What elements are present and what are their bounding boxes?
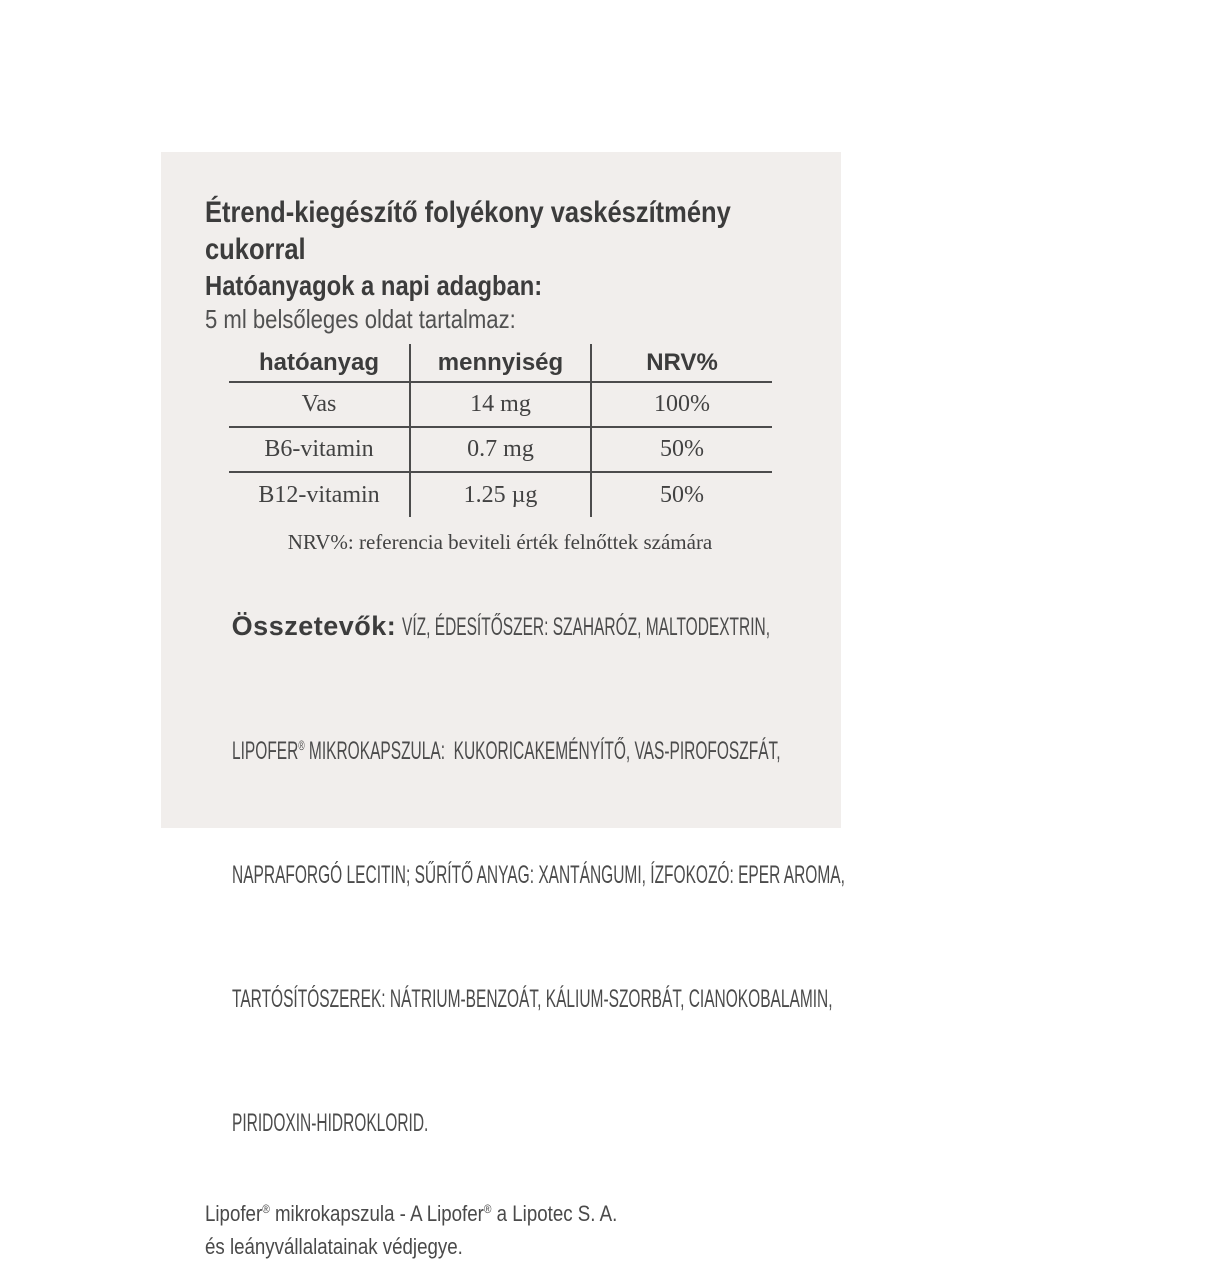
ingredients-line-5: PIRIDOXIN-HIDROKLORID. (231, 1109, 429, 1137)
ingredients-line-3: NAPRAFORGÓ LECITIN; SŰRÍTŐ ANYAG: XANTÁNGUMI, ÍZFOKOZÓ: EPER AROMA, (231, 861, 845, 889)
trademark-line-2: és leányvállalatainak védjegye. (205, 1234, 463, 1259)
column-header-substance: hatóanyag (229, 344, 410, 382)
table-header-row (229, 344, 772, 382)
ingredients-line-1 (205, 566, 813, 691)
nrv-cell: 50% (660, 481, 704, 508)
substance-cell: Vas (229, 382, 410, 427)
substance-cell: B6-vitamin (229, 427, 410, 472)
active-ingredients-table (229, 344, 772, 517)
amount-cell: 0.7 mg (410, 427, 591, 472)
amount-cell: 1.25 µg (410, 472, 591, 517)
table-row-vas (229, 382, 772, 427)
column-header-nrv: NRV% (591, 344, 772, 382)
product-title-line2: cukorral (205, 233, 306, 266)
ingredients-label: Összetevők: (231, 611, 397, 641)
trademark-note (205, 1199, 813, 1261)
table-row-b6 (229, 427, 772, 472)
substance-cell: B12-vitamin (229, 472, 410, 517)
column-header-amount: mennyiség (410, 344, 591, 382)
ingredients-line-4: TARTÓSÍTÓSZEREK: NÁTRIUM-BENZOÁT, KÁLIUM-SZORBÁT, CIANOKOBALAMIN, (231, 985, 833, 1013)
product-title (205, 194, 731, 268)
ingredients-line-2: LIPOFER® MIKROKAPSZULA: KUKORICAKEMÉNYÍTŐ, VAS-PIROFOSZFÁT, (231, 737, 781, 765)
label-panel (161, 152, 845, 1259)
dose-statement: 5 ml belsőleges oldat tartalmaz: (205, 304, 516, 334)
trademark-line-1: Lipofer® mikrokapszula - A Lipofer® a Lipotec S. A. (205, 1201, 618, 1226)
product-title-line1: Étrend-kiegészítő folyékony vaskészítmény (205, 196, 731, 229)
amount-cell: 14 mg (410, 382, 591, 427)
active-ingredients-heading: Hatóanyagok a napi adagban: (205, 270, 543, 301)
ingredients-section (205, 566, 845, 1187)
product-title-block (205, 194, 731, 335)
table-row-b12 (229, 472, 772, 517)
nrv-cell: 50% (591, 427, 772, 472)
nrv-footnote: NRV%: referencia beviteli érték felnőttek számára (287, 530, 713, 554)
nrv-cell: 100% (591, 382, 772, 427)
ingredients-line1-text: VÍZ, ÉDESÍTŐSZER: SZAHARÓZ, MALTODEXTRIN, (402, 613, 771, 641)
